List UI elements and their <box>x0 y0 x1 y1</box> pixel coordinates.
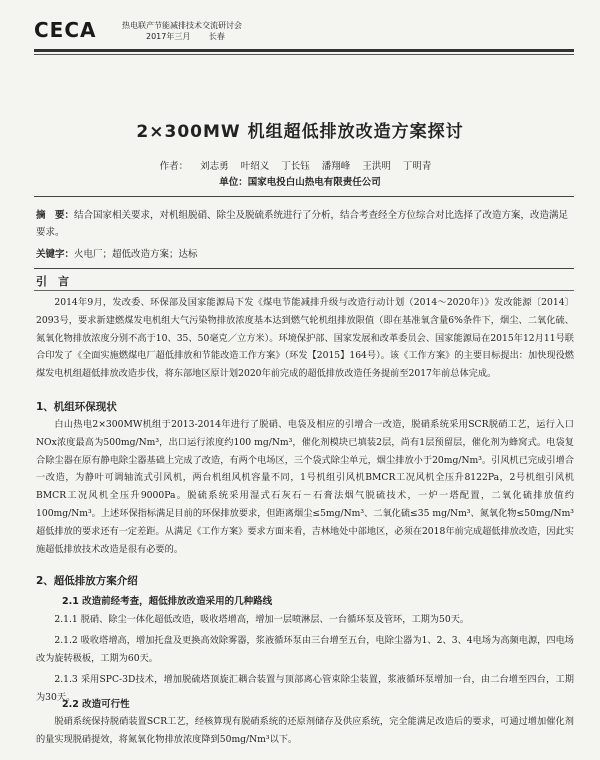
author: 丁长钰 <box>281 161 310 172</box>
abstract-label: 摘 要： <box>36 210 75 221</box>
author: 叶绍义 <box>240 161 270 172</box>
header-date: 2017年三月 <box>146 32 191 41</box>
keywords-text: 火电厂；超低改造方案；达标 <box>74 249 198 260</box>
authors-label: 作者： <box>159 161 189 172</box>
journal-header <box>34 18 574 48</box>
divider <box>34 196 574 197</box>
subsection-2-2-heading: 2.2 改造可行性 <box>62 699 130 710</box>
header-place: 长春 <box>208 32 225 41</box>
intro-paragraph: 2014年9月，发改委、环保部及国家能源局下发《煤电节能减排升级与改造行动计划（2014～2020年）》发改能源〔2014〕2093号，要求新建燃煤发电机组大气污染物排放浓度基本达到燃气轮机组排放限值（即在基准氧含量6%条件下，烟尘、二氧化硫、氮氧化物排放浓度分别不高于10、35、50毫克／立方米）。环境保护部、国家发展和改革委员会、国家能源局在2015年12月11号联合印发了《全面实施燃煤电厂超低排放和节能改造工作方案》（环发【2015】164号）。该《工作方案》的主要目标提出：加快现役燃煤发电机组超低排放改造步伐，将东部地区原计划2020年前完成的超低排放改造任务提前至2017年前总体完成。 <box>36 297 574 380</box>
author: 丁明青 <box>402 161 432 172</box>
affiliation: 单位：国家电投白山热电有限责任公司 <box>219 177 381 188</box>
paper-title: 2×300MW 机组超低排放改造方案探讨 <box>136 122 464 142</box>
author: 王洪明 <box>362 161 391 172</box>
author: 潘翔峰 <box>321 161 351 172</box>
section2-heading: 2、超低排放方案介绍 <box>36 575 138 587</box>
divider <box>34 290 574 291</box>
conference-name: 热电联产节能减排技术交流研讨会 <box>122 21 242 30</box>
abstract <box>36 207 572 241</box>
authors-line <box>0 158 600 172</box>
subsection-2-1-heading: 2.1 改造前经考查，超低排放改造采用的几种路线 <box>62 596 273 607</box>
paragraph-2-1-1: 2.1.1 脱硝、除尘一体化超低改造，吸收塔增高，增加一层喷淋层、一台循环泵及管环，工期为50天。 <box>54 614 470 625</box>
paragraph-2-1-3: 2.1.3 采用SPC-3D技术，增加脱硫塔顶旋汇耦合装置与顶部离心管束除尘装置，浆液循环泵增加一台，由二台增至四台，工期为30天。 <box>36 674 574 703</box>
header-rule <box>34 49 574 52</box>
header-meta <box>122 20 242 42</box>
ceca-logo: CECA <box>34 18 97 42</box>
keywords <box>36 246 572 260</box>
author: 刘志勇 <box>200 161 229 172</box>
keywords-label: 关键字： <box>36 249 75 260</box>
abstract-text: 结合国家相关要求，对机组脱硝、除尘及脱硫系统进行了分析，结合考查经全方位综合对比选择了改造方案，改造满足要求。 <box>36 210 569 238</box>
divider <box>34 268 574 269</box>
section1-heading: 1、机组环保现状 <box>36 401 117 413</box>
intro-heading: 引 言 <box>36 275 69 288</box>
paragraph-2-2: 脱硝系统保持脱硝装置SCR工艺，经核算现有脱硝系统的还原剂储存及供应系统，完全能满足改造后的要求，可通过增加催化剂的量实现脱硝提效，将氮氧化物排放浓度降到50mg/Nm³以下。 <box>36 716 574 745</box>
header-rule-thin <box>34 54 574 55</box>
section1-paragraph: 白山热电2×300MW机组于2013-2014年进行了脱硝、电袋及相应的引增合一改造，脱硝系统采用SCR脱硝工艺，运行入口NOx浓度最高为500mg/Nm³，出口运行浓度约100 mg/Nm³，催化剂模块已填装2层，尚有1层预留层，催化剂为蜂窝式。电袋复合除尘器在原有静电除尘器基础上完成了改造，有两个电场区，三个袋式除尘单元，烟尘排放小于20mg/Nm³。引风机已完成引增合一改造，为静叶可调轴流式引风机，两台机组风机容量不同，1号机组引风机BMCR工况风机全压升8122Pa，2号机组引风机BMCR工况风机全压升9000Pa。脱硫系统采用湿式石灰石－石膏法烟气脱硫技术，一炉一塔配置，二氧化硫排放值约100mg/Nm³。上述环保指标满足目前的环保排放要求，但距离烟尘≤5mg/Nm³、二氧化硫≤35 mg/Nm³、氮氧化物≤50mg/Nm³超低排放的要求还有一定差距。从满足《工作方案》要求方面来看，吉林地处中部地区，必须在2018年前完成超低排放改造，因此实施超低排放技术改造是很有必要的。 <box>36 419 574 555</box>
paragraph-2-1-2: 2.1.2 吸收塔增高，增加托盘及更换高效除雾器，浆液循环泵由三台增至五台，电除尘器为1、2、3、4电场为高频电源，四电场改为旋转极板，工期为60天。 <box>36 635 574 664</box>
